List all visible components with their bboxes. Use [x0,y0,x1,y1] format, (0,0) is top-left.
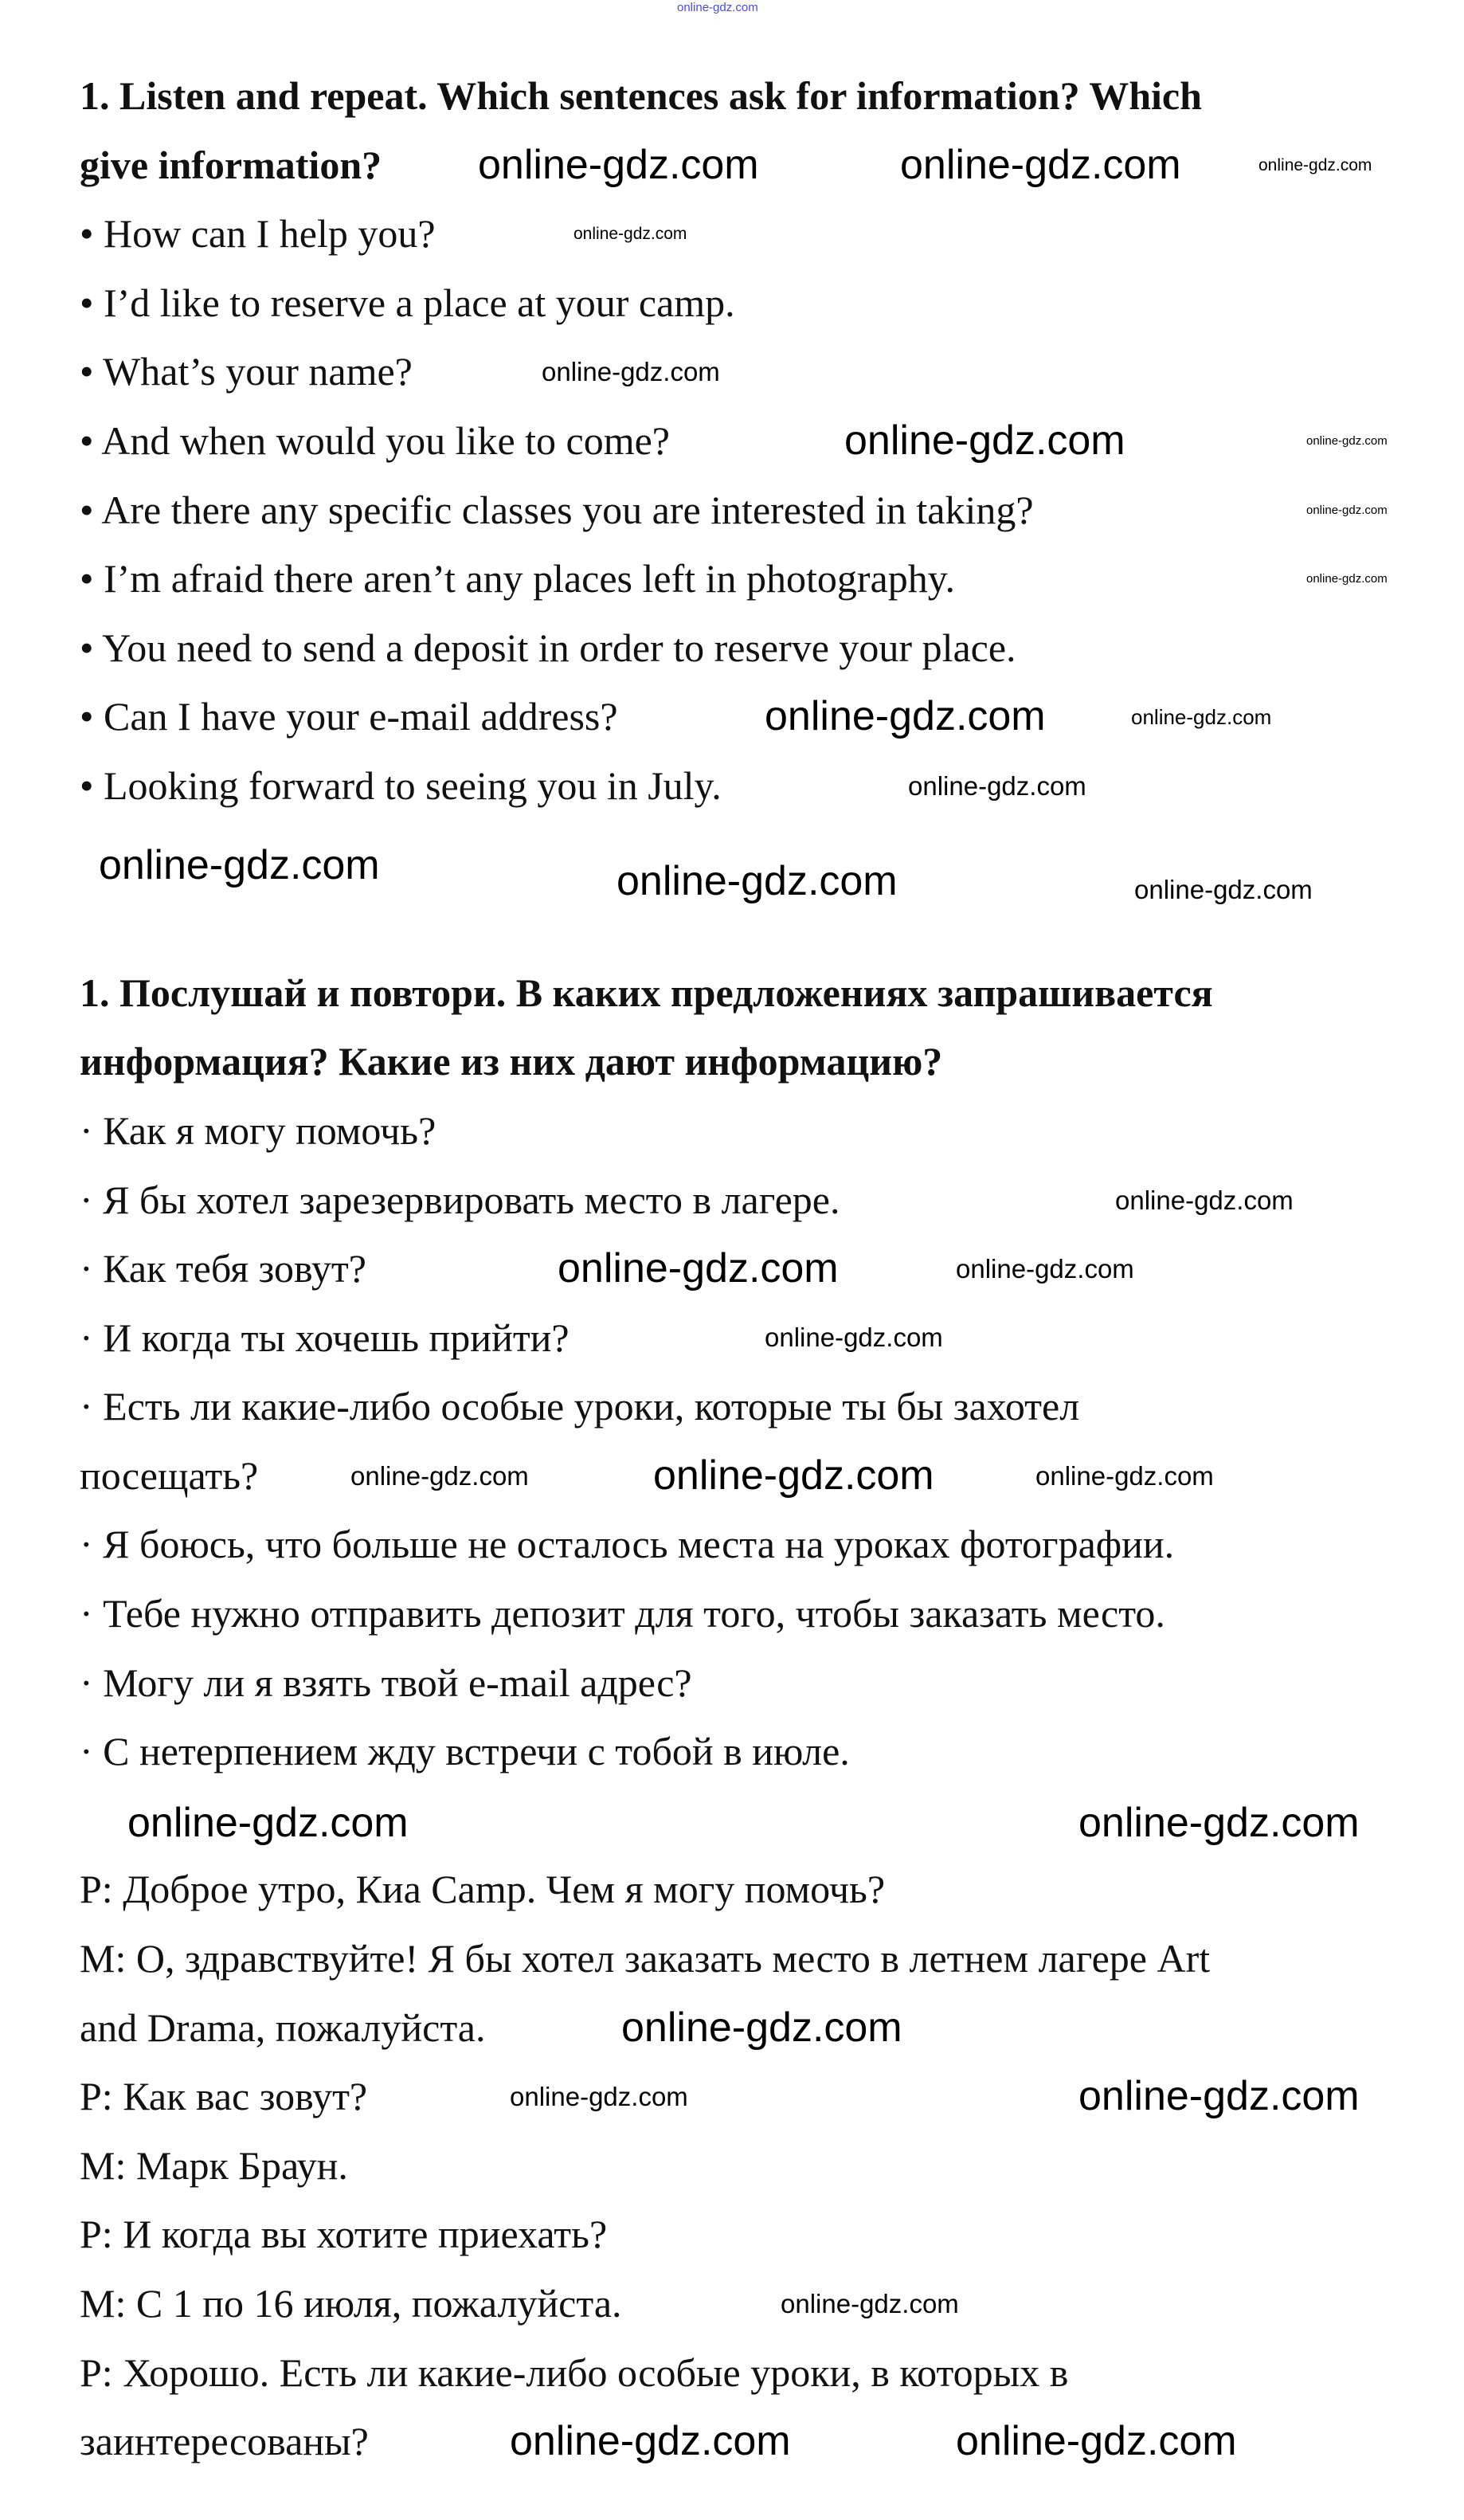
watermark: online-gdz.com [765,693,1046,739]
list-item: · Есть ли какие-либо особые уроки, которые ты бы захотел [80,1384,1080,1429]
watermark: online-gdz.com [1131,705,1272,729]
dialogue-line: P: Как вас зовут? [80,2074,368,2119]
list-item: · Могу ли я взять твой e-mail адрес? [80,1660,692,1705]
watermark: online-gdz.com [1306,434,1388,448]
watermark: online-gdz.com [844,417,1125,464]
russian-title-line-1: 1. Послушай и повтори. В каких предложениях запрашивается [80,970,1213,1015]
watermark: online-gdz.com [1115,1186,1294,1215]
dialogue-line: P: И когда вы хотите приехать? [80,2212,608,2257]
watermark: online-gdz.com [558,1245,839,1291]
english-title-line-1: 1. Listen and repeat. Which sentences ask for information? Which [80,73,1202,118]
watermark: online-gdz.com [510,2082,688,2111]
list-item: • Are there any specific classes you are interested in taking? [80,487,1034,532]
watermark: online-gdz.com [1035,1461,1214,1491]
list-item: • I’m afraid there aren’t any places left in photography. [80,556,955,602]
dialogue-line: M: Марк Браун. [80,2142,348,2188]
watermark: online-gdz.com [127,1800,409,1846]
list-item: · С нетерпением жду встречи с тобой в июле. [80,1729,850,1774]
dialogue-line: заинтересованы? [80,2419,369,2464]
list-item: посещать? [80,1452,259,1498]
dialogue-line: M: О, здравствуйте! Я бы хотел заказать место в летнем лагере Art [80,1936,1211,1981]
watermark: online-gdz.com [542,357,720,386]
russian-title-line-2: информация? Какие из них дают информацию? [80,1039,943,1084]
watermark: online-gdz.com [478,142,759,188]
watermark: online-gdz.com [510,2418,791,2464]
watermark: online-gdz.com [99,842,380,888]
watermark: online-gdz.com [617,858,898,904]
list-item: • Can I have your e-mail address? [80,694,618,739]
english-title-line-2: give information? [80,142,382,187]
list-item: · Тебе нужно отправить депозит для того, чтобы заказать место. [80,1591,1165,1636]
list-item: • How can I help you? [80,211,436,257]
list-item: · И когда ты хочешь прийти? [80,1315,570,1360]
watermark: online-gdz.com [781,2289,959,2318]
watermark-top: online-gdz.com [677,1,758,14]
list-item: • You need to send a deposit in order to reserve your place. [80,625,1016,670]
watermark: online-gdz.com [350,1461,529,1491]
watermark: online-gdz.com [956,2418,1237,2464]
dialogue-line: M: С 1 по 16 июля, пожалуйста. [80,2281,622,2326]
watermark: online-gdz.com [1078,1800,1360,1846]
dialogue-line: P: Доброе утро, Киа Camp. Чем я могу помочь? [80,1867,886,1912]
list-item: • I’d like to reserve a place at your camp. [80,280,735,325]
watermark: online-gdz.com [956,1254,1134,1284]
list-item: · Я бы хотел зарезервировать место в лагере. [80,1177,840,1222]
list-item: · Как я могу помочь? [80,1107,436,1153]
list-item: · Как тебя зовут? [80,1246,366,1291]
watermark: online-gdz.com [1258,156,1372,174]
dialogue-line: P: Хорошо. Есть ли какие-либо особые уроки, в которых в [80,2350,1069,2395]
watermark: online-gdz.com [1306,504,1388,517]
watermark: online-gdz.com [765,1323,943,1352]
watermark: online-gdz.com [1306,572,1388,586]
watermark: online-gdz.com [900,142,1181,188]
list-item: • Looking forward to seeing you in July. [80,762,722,808]
list-item: · Я боюсь, что больше не осталось места на уроках фотографии. [80,1522,1175,1567]
watermark: online-gdz.com [621,2005,902,2051]
list-item: • And when would you like to come? [80,417,670,463]
dialogue-line: and Drama, пожалуйста. [80,2005,486,2050]
watermark: online-gdz.com [653,1452,934,1499]
list-item: • What’s your name? [80,349,413,394]
watermark: online-gdz.com [1078,2073,1360,2119]
watermark: online-gdz.com [573,225,687,243]
watermark: online-gdz.com [1134,875,1313,904]
watermark: online-gdz.com [908,771,1086,801]
